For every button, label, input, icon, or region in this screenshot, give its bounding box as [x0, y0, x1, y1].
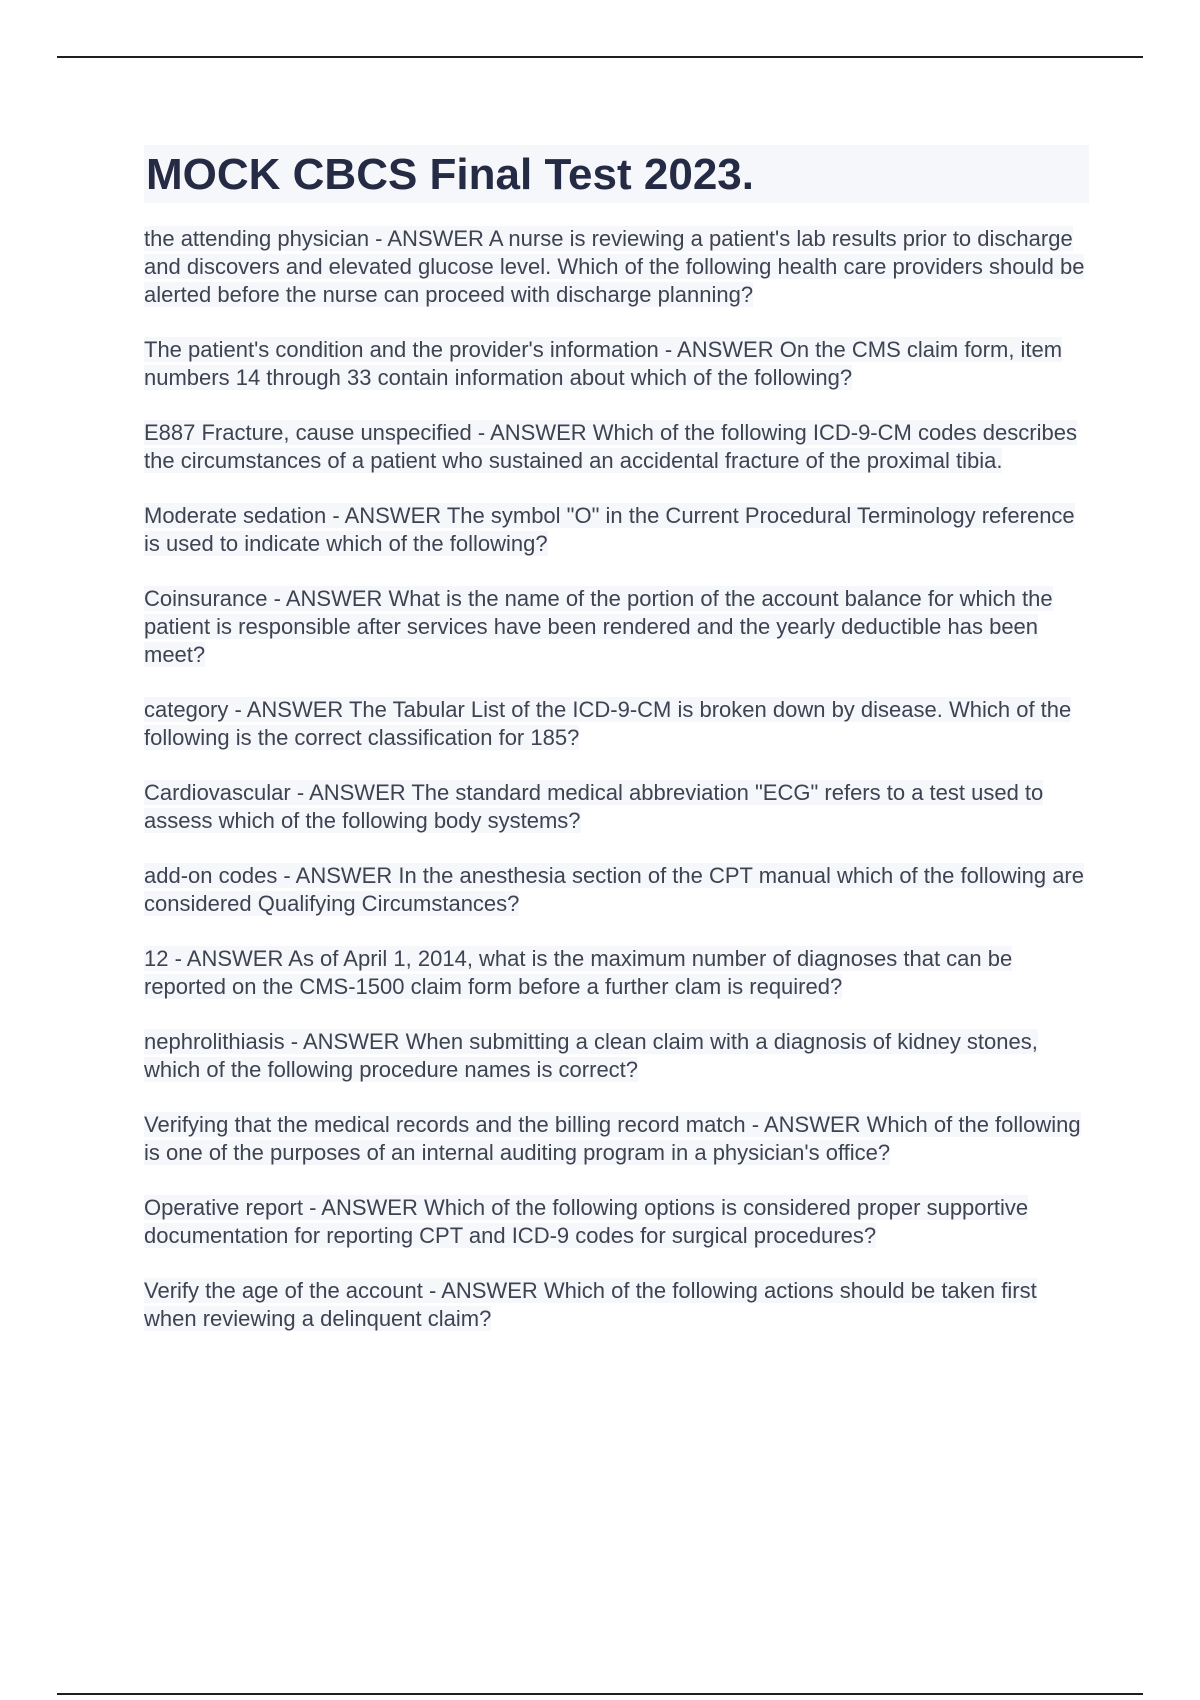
qa-item — [144, 1111, 1089, 1167]
qa-item-text: the attending physician - ANSWER A nurse is reviewing a patient's lab results prior to discharge and discovers and elevated glucose level. Which of the following health care providers should be alerted before the nurse can proceed with discharge planning? — [144, 226, 1085, 307]
qa-item-text: Operative report - ANSWER Which of the following options is considered proper supportive documentation for reporting CPT and ICD-9 codes for surgical procedures? — [144, 1195, 1029, 1248]
qa-item-text: nephrolithiasis - ANSWER When submitting a clean claim with a diagnosis of kidney stones, which of the following procedure names is correct? — [144, 1029, 1038, 1082]
qa-item — [144, 585, 1089, 669]
qa-item-text: Verifying that the medical records and the billing record match - ANSWER Which of the following is one of the purposes of an internal auditing program in a physician's office? — [144, 1112, 1081, 1165]
qa-item — [144, 862, 1089, 918]
title-block — [144, 145, 1089, 203]
qa-item — [144, 502, 1089, 558]
qa-item — [144, 1277, 1089, 1333]
qa-list — [144, 225, 1089, 1333]
document-body — [144, 145, 1089, 1360]
qa-item-text: Moderate sedation - ANSWER The symbol "O" in the Current Procedural Terminology reference is used to indicate which of the following? — [144, 503, 1075, 556]
qa-item — [144, 945, 1089, 1001]
qa-item-text: Verify the age of the account - ANSWER Which of the following actions should be taken first when reviewing a delinquent claim? — [144, 1278, 1037, 1331]
footer-rule — [57, 1693, 1143, 1695]
qa-item-text: category - ANSWER The Tabular List of the ICD-9-CM is broken down by disease. Which of the following is the correct classification for 185? — [144, 697, 1072, 750]
qa-item — [144, 1194, 1089, 1250]
qa-item — [144, 336, 1089, 392]
qa-item-text: The patient's condition and the provider's information - ANSWER On the CMS claim form, item numbers 14 through 33 contain information about which of the following? — [144, 337, 1063, 390]
qa-item — [144, 696, 1089, 752]
qa-item-text: add-on codes - ANSWER In the anesthesia section of the CPT manual which of the following are considered Qualifying Circumstances? — [144, 863, 1084, 916]
document-title: MOCK CBCS Final Test 2023. — [146, 150, 754, 199]
qa-item — [144, 1028, 1089, 1084]
qa-item — [144, 419, 1089, 475]
qa-item — [144, 225, 1089, 309]
qa-item-text: Cardiovascular - ANSWER The standard medical abbreviation "ECG" refers to a test used to assess which of the following body systems? — [144, 780, 1044, 833]
header-rule — [57, 56, 1143, 58]
qa-item-text: 12 - ANSWER As of April 1, 2014, what is the maximum number of diagnoses that can be reported on the CMS-1500 claim form before a further clam is required? — [144, 946, 1013, 999]
qa-item — [144, 779, 1089, 835]
qa-item-text: E887 Fracture, cause unspecified - ANSWER Which of the following ICD-9-CM codes describes the circumstances of a patient who sustained an accidental fracture of the proximal tibia. — [144, 420, 1077, 473]
qa-item-text: Coinsurance - ANSWER What is the name of the portion of the account balance for which the patient is responsible after services have been rendered and the yearly deductible has been meet? — [144, 586, 1053, 667]
